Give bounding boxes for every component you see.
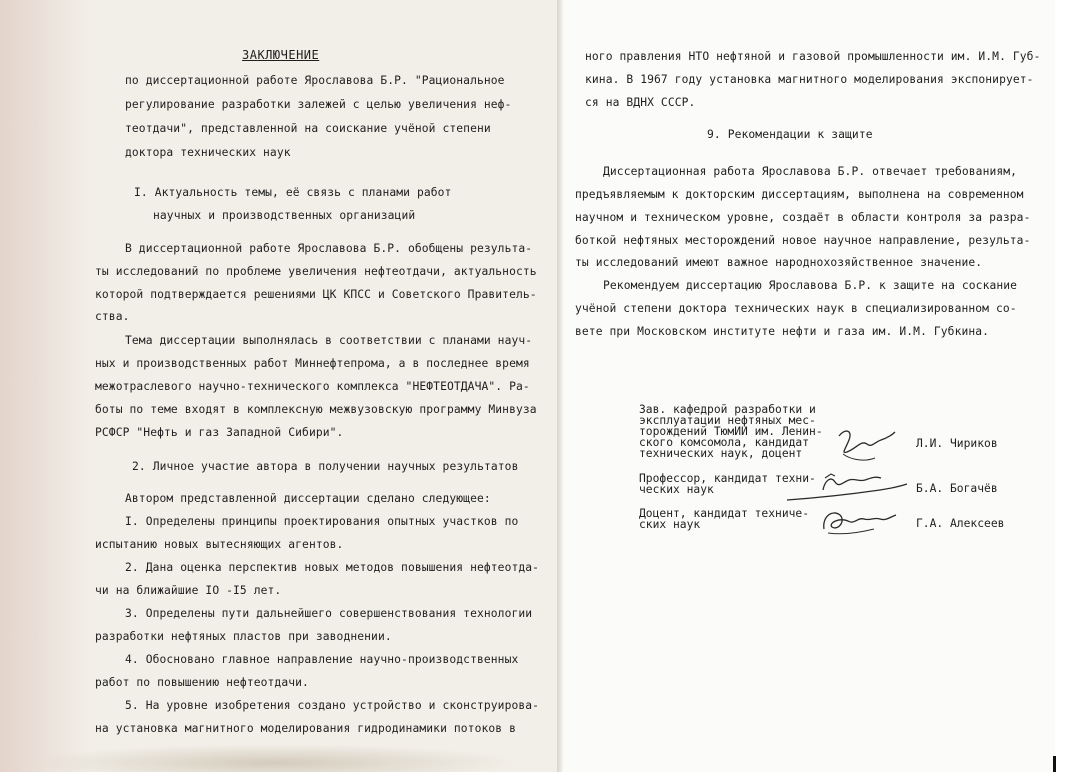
list-item: разработки нефтяных пластов при заводнении. — [95, 630, 392, 643]
body-line: ных и производственных работ Миннефтепрома, а в последнее время — [95, 357, 530, 370]
body-line: вете при Московском институте нефти и газа им. И.М. Губкина. — [575, 325, 990, 338]
section-1-heading: I. Актуальность темы, её связь с планами работ — [134, 186, 452, 199]
body-line: которой подтверждается решениями ЦК КПСС и Советского Правитель- — [95, 288, 537, 301]
body-line: научном и техническом уровне, создаёт в области контроля за разра- — [575, 211, 1031, 224]
body-line: Тема диссертации выполнялась в соответствии с планами науч- — [125, 334, 533, 347]
signatory-position: технических наук, доцент — [639, 447, 803, 460]
list-item: 2. Дана оценка перспектив новых методов повышения нефтеотда- — [125, 561, 540, 574]
body-line: кина. В 1967 году установка магнитного моделирования экспонирует- — [585, 73, 1034, 86]
body-line: боты по теме входят в комплексную межвузовскую программу Минвуза — [95, 403, 537, 416]
signatory-name: Б.А. Богачёв — [916, 482, 998, 495]
list-item: 3. Определены пути дальнейшего совершенствования технологии — [125, 607, 533, 620]
list-item: работ по повышению нефтеотдачи. — [95, 676, 309, 689]
list-item: чи на ближайшие IO -I5 лет. — [95, 584, 282, 597]
signatory-position: Доцент, кандидат техниче- — [639, 507, 810, 520]
signature-alekseev — [818, 505, 898, 540]
signatory-position: Профессор, кандидат техни- — [639, 472, 816, 485]
section-2-heading: 2. Личное участие автора в получении научных результатов — [132, 460, 519, 473]
body-line: ты исследований имеют важное народнохозяйственное значение. — [575, 256, 983, 269]
list-item: 4. Обосновано главное направление научно-производственных — [125, 653, 519, 666]
body-line: В диссертационной работе Ярославова Б.Р. обобщены результа- — [125, 242, 533, 255]
intro-line: по диссертационной работе Ярославова Б.Р. "Рациональное — [125, 74, 505, 87]
list-item: 5. На уровне изобретения создано устройство и сконструирова- — [125, 699, 540, 712]
body-line: ся на ВДНХ СССР. — [585, 96, 696, 109]
body-line: межотраслевого научно-технического комплекса "НЕФТЕОТДАЧА". Ра- — [95, 380, 530, 393]
body-line: предъявляемым к докторским диссертациям, выполнена на современном — [575, 188, 1024, 201]
body-line: Автором представленной диссертации сделано следующее: — [125, 492, 491, 505]
scan-edge-mark — [1053, 756, 1056, 772]
signatory-position: ческих наук — [639, 483, 714, 496]
signature-bogachev — [785, 468, 910, 508]
list-item: испытанию новых вытесняющих агентов. — [95, 538, 344, 551]
signatory-name: Л.И. Чириков — [916, 437, 998, 450]
section-1-heading: научных и производственных организаций — [153, 209, 416, 222]
body-line: боткой нефтяных месторождений новое научное направление, результа- — [575, 234, 1031, 247]
signatory-position: ского комсомола, кандидат — [639, 436, 810, 449]
right-page — [563, 0, 1055, 772]
body-line: Рекомендуем диссертацию Ярославова Б.Р. к защите на соскание — [603, 279, 1018, 292]
signatory-position: ских наук — [639, 518, 701, 531]
body-line: Диссертационная работа Ярославова Б.Р. отвечает требованиям, — [603, 165, 1018, 178]
intro-line: доктора технических наук — [125, 146, 291, 159]
body-line: учёной степени доктора технических наук в специализированном со- — [575, 302, 1017, 315]
list-item: I. Определены принципы проектирования опытных участков по — [125, 515, 519, 528]
signatory-position: эксплуатации нефтяных мес- — [639, 414, 816, 427]
body-line: ного правления НТО нефтяной и газовой промышленности им. И.М. Губ- — [585, 50, 1041, 63]
intro-line: теотдачи", представленной на соискание учёной степени — [125, 122, 491, 135]
section-9-heading: 9. Рекомендации к защите — [707, 128, 873, 141]
signatory-position: Зав. кафедрой разработки и — [639, 403, 816, 416]
document-title: ЗАКЛЮЧЕНИЕ — [242, 48, 320, 62]
body-line: ства. — [95, 310, 130, 323]
signatory-position: торождений ТюмИИ им. Ленин- — [639, 425, 823, 438]
list-item: на установка магнитного моделирования гидродинамики потоков в — [95, 722, 516, 735]
body-line: РСФСР "Нефть и газ Западной Сибири". — [95, 426, 344, 439]
intro-line: регулирование разработки залежей с целью увеличения неф- — [125, 98, 512, 111]
signature-chirikov — [831, 424, 901, 469]
body-line: ты исследований по проблеме увеличения нефтеотдачи, актуальность — [95, 265, 537, 278]
signatory-name: Г.А. Алексеев — [916, 517, 1005, 530]
